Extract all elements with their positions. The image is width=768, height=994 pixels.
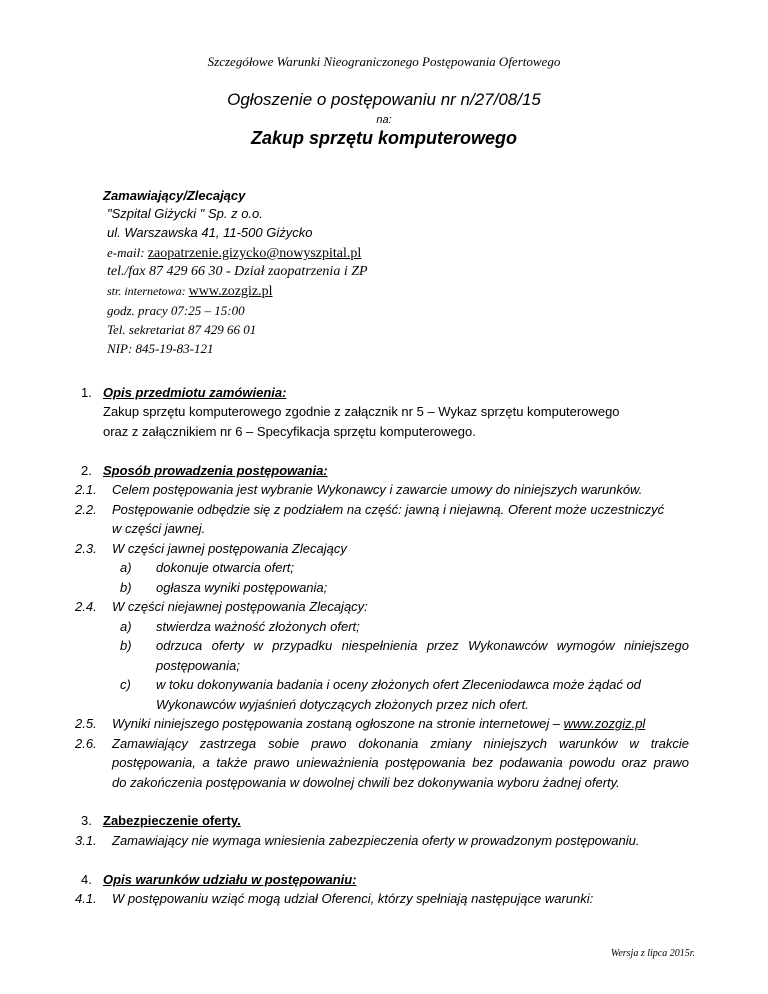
item-2-6-text: postępowania, a także prawo unieważnienia postępowania bez podawania powodu oraz prawo: [112, 755, 689, 770]
item-number: 2.3.: [75, 541, 97, 556]
orderer-heading: Zamawiający/Zlecający: [103, 188, 246, 203]
item-number: 2.1.: [75, 482, 97, 497]
sub-item-text: ogłasza wyniki postępowania;: [156, 580, 328, 595]
item-2-4-text: W części niejawnej postępowania Zlecający:: [112, 599, 368, 614]
na-label: na:: [376, 114, 392, 126]
item-number: 3.1.: [75, 833, 97, 848]
sub-item-text: postępowania;: [156, 658, 240, 673]
item-2-5-label: Wyniki niniejszego postępowania zostaną ogłoszone na stronie internetowej –: [112, 716, 564, 731]
sub-item-text: w toku dokonywania badania i oceny złożonych ofert Zleceniodawca może żądać od: [156, 677, 641, 692]
sub-item-label: c): [120, 677, 131, 692]
sub-item-label: a): [120, 560, 132, 575]
website-link[interactable]: www.zozgiz.pl: [563, 716, 646, 731]
section-1-line: Zakup sprzętu komputerowego zgodnie z załącznik nr 5 – Wykaz sprzętu komputerowego: [103, 404, 620, 419]
item-2-6-text: do zakończenia postępowania w dowolnej chwili bez dokonywania wyboru żadnej oferty.: [112, 775, 620, 790]
item-2-3-text: W części jawnej postępowania Zlecający: [112, 541, 347, 556]
section-1-line: oraz z załącznikiem nr 6 – Specyfikacja sprzętu komputerowego.: [103, 424, 476, 439]
email-label: e-mail:: [107, 245, 148, 260]
orderer-secretariat: Tel. sekretariat 87 429 66 01: [107, 322, 257, 337]
section-2-number: 2.: [81, 463, 92, 478]
item-number: 2.5.: [75, 716, 97, 731]
sub-item-label: b): [120, 580, 132, 595]
item-2-1-text: Celem postępowania jest wybranie Wykonawcy i zawarcie umowy do niniejszych warunków.: [112, 482, 643, 497]
orderer-phone: tel./fax 87 429 66 30 - Dział zaopatrzenia i ZP: [107, 264, 368, 279]
item-2-5-text: [112, 716, 645, 731]
email-link[interactable]: zaopatrzenie.gizycko@nowyszpital.pl: [147, 246, 362, 261]
item-2-2-text: w części jawnej.: [112, 521, 206, 536]
item-number: 2.4.: [75, 599, 97, 614]
item-number: 2.2.: [75, 502, 97, 517]
item-number: 2.6.: [75, 736, 97, 751]
section-4-number: 4.: [81, 872, 92, 887]
sub-item-label: b): [120, 638, 132, 653]
announcement-number: Ogłoszenie o postępowaniu nr n/27/08/15: [227, 90, 541, 109]
orderer-nip: NIP: 845-19-83-121: [107, 341, 214, 356]
orderer-name: "Szpital Giżycki " Sp. z o.o.: [107, 206, 263, 221]
section-2-title: Sposób prowadzenia postępowania:: [103, 463, 328, 478]
item-2-6-text: Zamawiający zastrzega sobie prawo dokonania zmiany niniejszych warunków w trakcie: [112, 736, 689, 751]
orderer-address: ul. Warszawska 41, 11-500 Giżycko: [107, 225, 313, 240]
orderer-hours: godz. pracy 07:25 – 15:00: [107, 303, 245, 318]
version-footer: Wersja z lipca 2015r.: [610, 948, 695, 959]
orderer-email: [107, 245, 361, 262]
section-1-title: Opis przedmiotu zamówienia:: [103, 385, 287, 400]
section-4-title: Opis warunków udziału w postępowaniu:: [103, 872, 357, 887]
sub-item-text: stwierdza ważność złożonych ofert;: [156, 619, 360, 634]
item-3-1-text: Zamawiający nie wymaga wniesienia zabezpieczenia oferty w prowadzonym postępowaniu.: [112, 833, 640, 848]
sub-item-label: a): [120, 619, 132, 634]
website-link[interactable]: www.zozgiz.pl: [188, 284, 273, 299]
sub-item-text: Wykonawców wyjaśnień dotyczących złożonych przez nich ofert.: [156, 697, 529, 712]
subject-title: Zakup sprzętu komputerowego: [250, 128, 518, 148]
orderer-website: [107, 284, 273, 300]
website-label: str. internetowa:: [107, 284, 189, 298]
item-2-2-text: Postępowanie odbędzie się z podziałem na część: jawną i niejawną. Oferent może uczestniczyć: [112, 502, 665, 517]
document-title: Szczegółowe Warunki Nieograniczonego Postępowania Ofertowego: [207, 54, 561, 69]
sub-item-text: dokonuje otwarcia ofert;: [156, 560, 295, 575]
section-3-title: Zabezpieczenie oferty.: [103, 813, 241, 828]
section-3-number: 3.: [81, 813, 92, 828]
item-4-1-text: W postępowaniu wziąć mogą udział Oferenci, którzy spełniają następujące warunki:: [112, 891, 594, 906]
section-1-number: 1.: [81, 385, 92, 400]
item-number: 4.1.: [75, 891, 97, 906]
sub-item-text: odrzuca oferty w przypadku niespełnienia przez Wykonawców wymogów niniejszego: [156, 638, 689, 653]
